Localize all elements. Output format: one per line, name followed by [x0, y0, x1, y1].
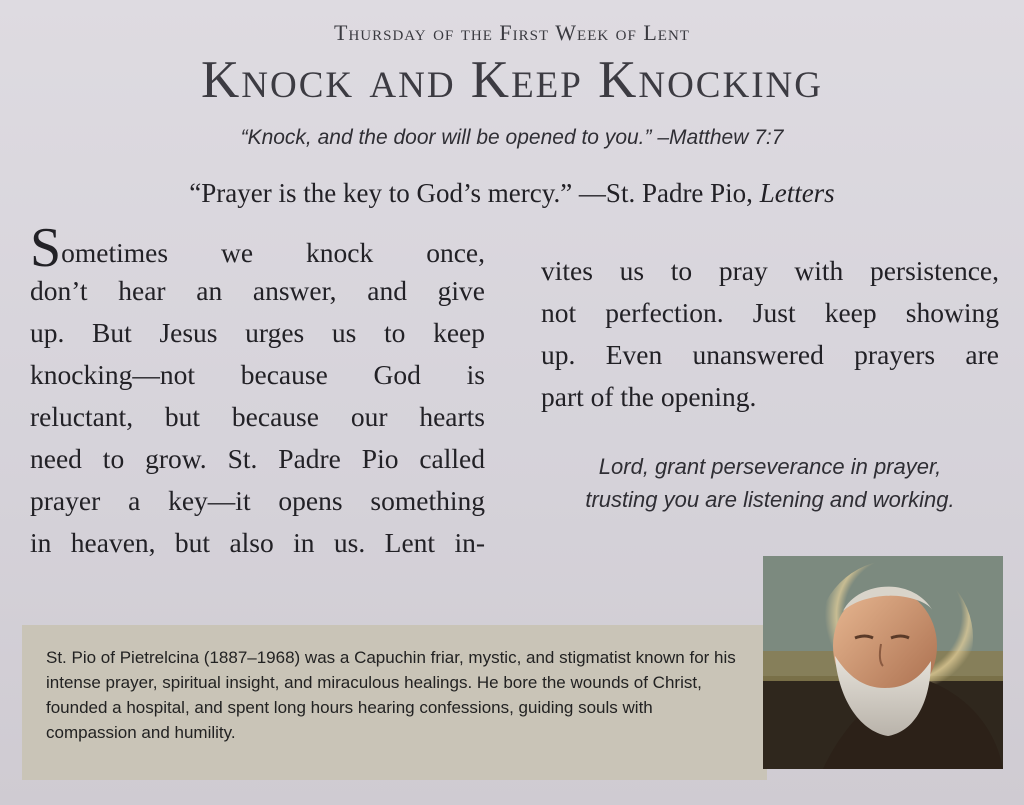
closing-prayer	[540, 450, 1000, 516]
page-title: Knock and Keep Knocking	[201, 51, 823, 109]
portrait-image	[763, 556, 1003, 769]
reflection-line: prayer a key—it opens something	[30, 485, 485, 516]
saint-portrait-icon	[763, 556, 1003, 769]
reflection-line: up. Even unanswered prayers are	[541, 339, 999, 370]
reflection-line: in heaven, but also in us. Lent in-	[30, 527, 485, 558]
reflection-line: vites us to pray with persistence,	[541, 255, 999, 286]
saint-bio: St. Pio of Pietrelcina (1887–1968) was a Capuchin friar, mystic, and stigmatist known for his intense prayer, spiritual insight, and miraculous healings. He bore the wounds of Christ, founded a hospital, and spent long hours hearing confessions, guiding souls with compassion and humility.	[46, 648, 736, 742]
reflection-line: need to grow. St. Padre Pio called	[30, 443, 485, 474]
prayer-line: trusting you are listening and working.	[585, 487, 955, 512]
quote-text: “Prayer is the key to God’s mercy.” —St. Padre Pio,	[189, 178, 760, 208]
quote-source: Letters	[759, 178, 835, 208]
scripture-verse: “Knock, and the door will be opened to you.” –Matthew 7:7	[240, 126, 784, 149]
reflection-line: not perfection. Just keep showing	[541, 297, 999, 328]
page-kicker: Thursday of the First Week of Lent	[334, 20, 690, 45]
reflection-line: knocking—not because God is	[30, 359, 485, 390]
prayer-line: Lord, grant perseverance in prayer,	[598, 454, 942, 479]
reflection-column-left	[30, 217, 485, 564]
saint-quote	[0, 178, 1024, 209]
reflection-line: Sometimes we knock once,	[30, 217, 485, 279]
drop-cap: S	[30, 217, 62, 279]
reflection-line: reluctant, but because our hearts	[30, 401, 485, 432]
reflection-line: part of the opening.	[541, 381, 757, 412]
reflection-line: up. But Jesus urges us to keep	[30, 317, 485, 348]
reflection-column-right	[541, 250, 999, 418]
reflection-line: don’t hear an answer, and give	[30, 275, 485, 306]
